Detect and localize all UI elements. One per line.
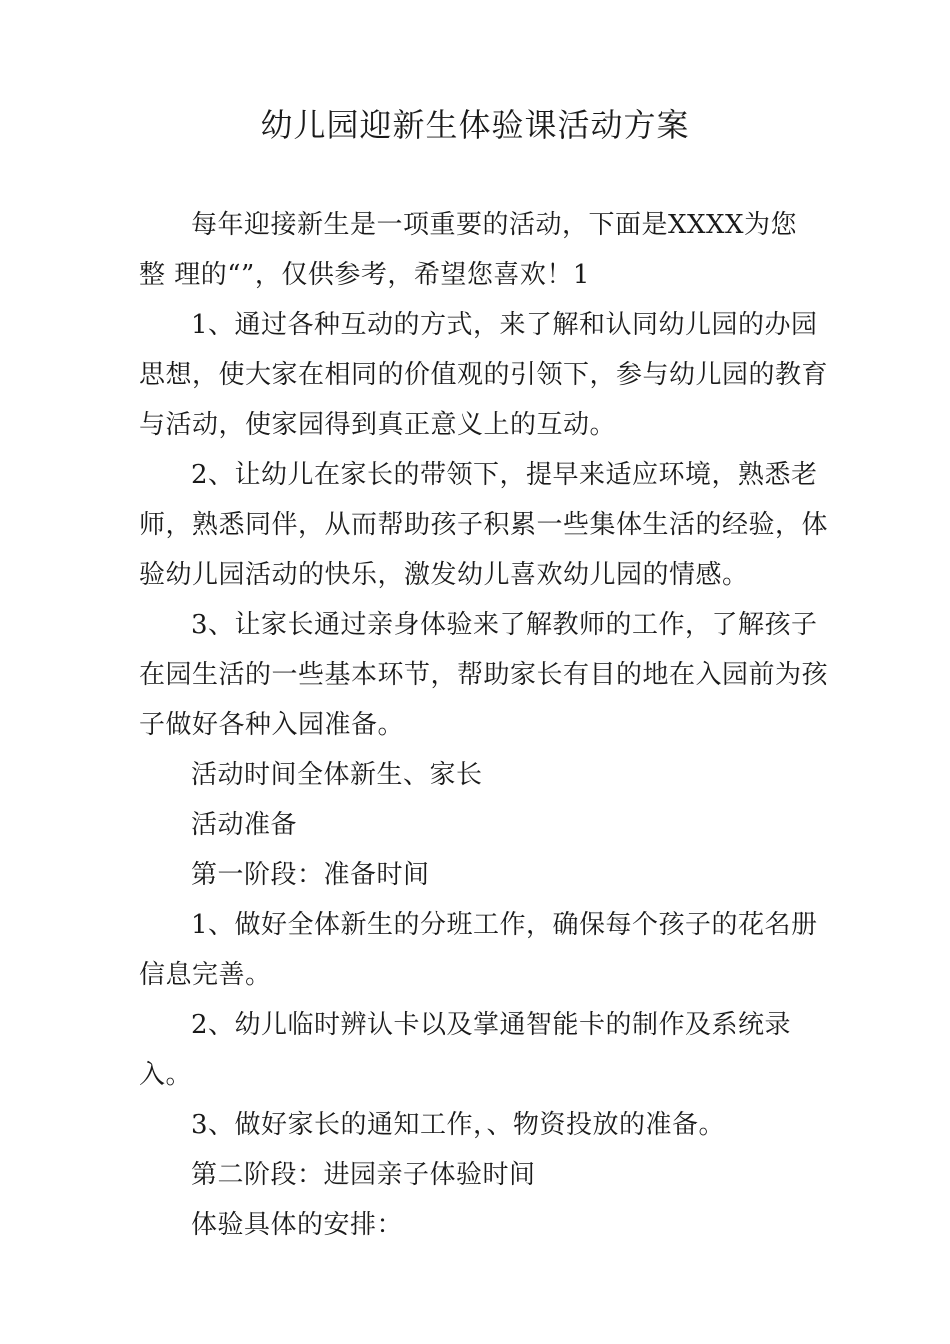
document-title: 幼儿园迎新生体验课活动方案 — [260, 106, 690, 144]
paragraph-stage-2: 第二阶段：进园亲子体验时间 — [191, 1160, 536, 1190]
paragraph-activity-prep: 活动准备 — [191, 810, 298, 840]
paragraph-stage-1-item-2: 2、幼儿临时辨认卡以及掌通智能卡的制作及系统录入。 — [139, 1010, 792, 1090]
paragraph-goal-1: 1、通过各种互动的方式，来了解和认同幼儿园的办园思想，使大家在相同的价值观的引领下，参与幼儿园的教育与活动，使家园得到真正意义上的互动。 — [139, 310, 829, 440]
paragraph-stage-1: 第一阶段：准备时间 — [191, 860, 430, 890]
paragraph-stage-1-item-3: 3、做好家长的通知工作，、物资投放的准备。 — [191, 1110, 726, 1140]
paragraph-goal-3: 3、让家长通过亲身体验来了解教师的工作，了解孩子在园生活的一些基本环节，帮助家长有目的地在入园前为孩子做好各种入园准备。 — [139, 610, 829, 740]
paragraph-stage-1-item-1: 1、做好全体新生的分班工作，确保每个孩子的花名册信息完善。 — [139, 910, 818, 990]
document-body — [139, 200, 834, 1250]
paragraph-goal-2: 2、让幼儿在家长的带领下，提早来适应环境，熟悉老师，熟悉同伴，从而帮助孩子积累一些集体生活的经验，体验幼儿园活动的快乐，激发幼儿喜欢幼儿园的情感。 — [139, 460, 829, 590]
paragraph-arrangement: 体验具体的安排： — [191, 1210, 404, 1240]
paragraph-intro: 每年迎接新生是一项重要的活动，下面是XXXX为您整 理的“”，仅供参考，希望您喜欢！1 — [139, 210, 798, 290]
paragraph-activity-time: 活动时间全体新生、家长 — [191, 760, 483, 790]
